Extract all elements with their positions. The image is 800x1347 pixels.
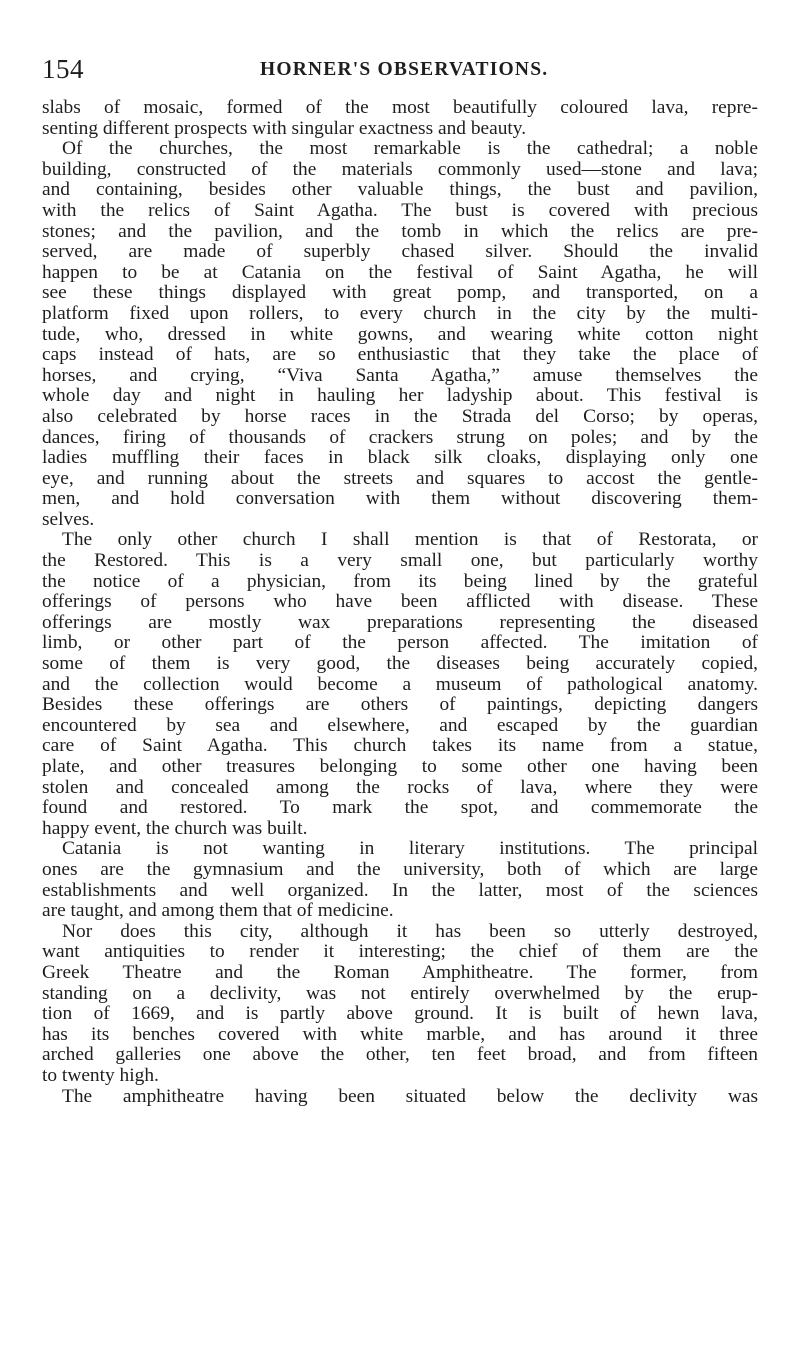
text-line: stones; and the pavilion, and the tomb in which the relics are pre- [42,221,758,242]
text-line: The only other church I shall mention is that of Restorata, or [62,530,758,551]
text-line: men, and hold conversation with them without discovering them- [42,489,758,510]
text-line: offerings of persons who have been afflicted with disease. These [42,592,758,613]
text-line: platform fixed upon rollers, to every church in the city by the multi- [42,303,758,324]
text-line: some of them is very good, the diseases being accurately copied, [42,654,758,675]
text-line: Catania is not wanting in literary institutions. The principal [62,839,758,860]
text-line: to twenty high. [42,1065,159,1086]
text-line: building, constructed of the materials commonly used—stone and lava; [42,159,758,180]
text-line: with the relics of Saint Agatha. The bust is covered with precious [42,200,758,221]
text-line: standing on a declivity, was not entirely overwhelmed by the erup- [42,983,758,1004]
text-line: eye, and running about the streets and squares to accost the gentle- [42,468,758,489]
text-line: tion of 1669, and is partly above ground. It is built of hewn lava, [42,1004,758,1025]
text-line: dances, firing of thousands of crackers strung on poles; and by the [42,427,758,448]
text-line: offerings are mostly wax preparations representing the diseased [42,612,758,633]
text-line: ladies muffling their faces in black silk cloaks, displaying only one [42,448,758,469]
text-line: Nor does this city, although it has been so utterly destroyed, [62,921,758,942]
text-line: establishments and well organized. In the latter, most of the sciences [42,880,758,901]
text-line: also celebrated by horse races in the Strada del Corso; by operas, [42,406,758,427]
text-line: want antiquities to render it interesting; the chief of them are the [42,942,758,963]
text-line: Greek Theatre and the Roman Amphitheatre. The former, from [42,962,758,983]
text-line: selves. [42,509,95,530]
text-line: has its benches covered with white marble, and has around it three [42,1024,758,1045]
text-line: stolen and concealed among the rocks of lava, where they were [42,777,758,798]
text-line: The amphitheatre having been situated below the declivity was [62,1086,758,1107]
page-number: 154 [42,54,84,84]
text-line: horses, and crying, “Viva Santa Agatha,” amuse themselves the [42,365,758,386]
text-line: limb, or other part of the person affected. The imitation of [42,633,758,654]
text-line: plate, and other treasures belonging to some other one having been [42,757,758,777]
text-line: tude, who, dressed in white gowns, and wearing white cotton night [42,324,758,345]
text-line: the Restored. This is a very small one, but particularly worthy [42,551,758,572]
text-line: arched galleries one above the other, ten feet broad, and from fifteen [42,1045,758,1066]
running-head: HORNER'S OBSERVATIONS. [260,59,549,80]
text-line: are taught, and among them that of medicine. [42,901,394,922]
text-line: senting different prospects with singular exactness and beauty. [42,118,527,139]
text-line: the notice of a physician, from its being lined by the grateful [42,571,758,592]
text-line: Of the churches, the most remarkable is the cathedral; a noble [62,139,758,160]
text-line: caps instead of hats, are so enthusiastic that they take the place of [42,345,758,366]
text-line: happy event, the church was built. [42,818,308,839]
text-line: ones are the gymnasium and the university, both of which are large [42,859,758,880]
body-text [42,98,758,1107]
text-line: found and restored. To mark the spot, and commemorate the [42,798,758,819]
text-line: served, are made of superbly chased silver. Should the invalid [42,242,758,263]
text-line: and containing, besides other valuable things, the bust and pavilion, [42,180,758,201]
text-line: encountered by sea and elsewhere, and escaped by the guardian [42,715,758,736]
text-line: whole day and night in hauling her ladyship about. This festival is [42,386,758,407]
text-line: Besides these offerings are others of paintings, depicting dangers [42,695,758,716]
text-line: care of Saint Agatha. This church takes its name from a statue, [42,736,758,757]
text-line: and the collection would become a museum of pathological anatomy. [42,674,758,695]
text-line: see these things displayed with great pomp, and transported, on a [42,283,758,304]
text-line: happen to be at Catania on the festival of Saint Agatha, he will [42,262,758,283]
page-header [42,54,758,84]
text-line: slabs of mosaic, formed of the most beautifully coloured lava, repre- [42,98,758,118]
